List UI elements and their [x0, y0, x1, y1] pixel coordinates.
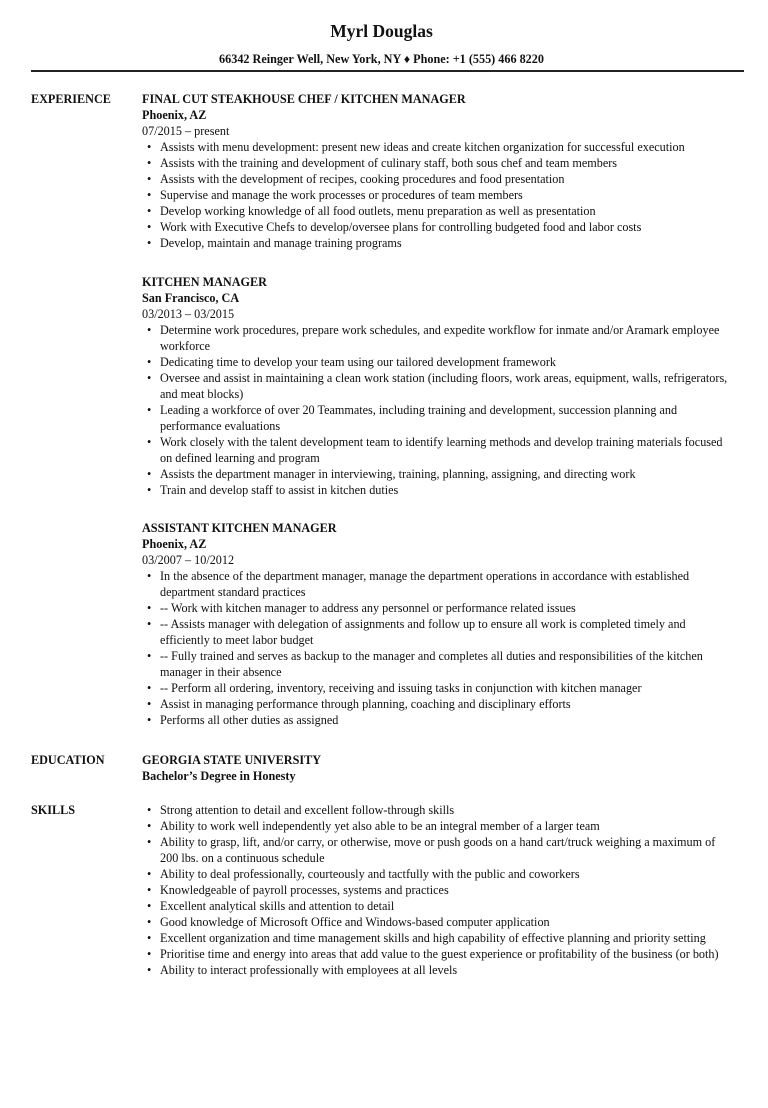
list-item: • -- Assists manager with delegation of assignments and follow up to ensure all work is completed timely and efficiently to meet labor budget	[142, 616, 732, 648]
list-item: • Knowledgeable of payroll processes, systems and practices	[142, 882, 732, 898]
list-item: • Assists with the development of recipes, cooking procedures and food presentation	[142, 171, 732, 187]
list-item: • Work closely with the talent development team to identify learning methods and develop training materials focused on defined learning and program	[142, 434, 732, 466]
section-label-education: EDUCATION	[31, 753, 105, 767]
list-item: • Ability to deal professionally, courteously and tactfully with the public and coworkers	[142, 866, 732, 882]
list-item: • Strong attention to detail and excellent follow-through skills	[142, 802, 732, 818]
job-entry	[142, 91, 732, 251]
job-entry	[142, 520, 732, 728]
job-location: San Francisco, CA	[142, 291, 240, 305]
job-duties-list	[142, 322, 732, 498]
list-item: • Excellent analytical skills and attention to detail	[142, 898, 732, 914]
list-item: • Determine work procedures, prepare work schedules, and expedite workflow for inmate and/or Aramark employee workforce	[142, 322, 732, 354]
candidate-name: Myrl Douglas	[330, 21, 433, 41]
list-item: • Supervise and manage the work processes or procedures of team members	[142, 187, 732, 203]
list-item: • -- Work with kitchen manager to address any personnel or performance related issues	[142, 600, 732, 616]
contact-line: 66342 Reinger Well, New York, NY ♦ Phone: +1 (555) 466 8220	[219, 52, 544, 66]
job-dates: 03/2007 – 10/2012	[142, 553, 235, 567]
list-item: • -- Fully trained and serves as backup to the manager and completes all duties and responsibilities of the kitchen manager in their absence	[142, 648, 732, 680]
job-duties-list	[142, 139, 732, 251]
list-item: • Assists the department manager in interviewing, training, planning, assigning, and directing work	[142, 466, 732, 482]
list-item: • Oversee and assist in maintaining a clean work station (including floors, work areas, equipment, walls, refrigerators, and meat blocks)	[142, 370, 732, 402]
education-section	[31, 752, 732, 784]
experience-section	[31, 91, 732, 728]
skills-section	[31, 802, 732, 978]
list-item: • Assists with the training and development of culinary staff, both sous chef and team members	[142, 155, 732, 171]
list-item: • Ability to work well independently yet also able to be an integral member of a larger team	[142, 818, 732, 834]
list-item: • Ability to grasp, lift, and/or carry, or otherwise, move or push goods on a hand cart/truck weighing a maximum of 200 lbs. on a continuous schedule	[142, 834, 732, 866]
list-item: • Dedicating time to develop your team using our tailored development framework	[142, 354, 732, 370]
section-label-experience: EXPERIENCE	[31, 92, 111, 106]
list-item: • Good knowledge of Microsoft Office and Windows-based computer application	[142, 914, 732, 930]
job-title: KITCHEN MANAGER	[142, 275, 267, 289]
school-name: GEORGIA STATE UNIVERSITY	[142, 753, 322, 767]
list-item: • Excellent organization and time management skills and high capability of effective planning and priority setting	[142, 930, 732, 946]
resume-header	[31, 20, 732, 67]
job-title: FINAL CUT STEAKHOUSE CHEF / KITCHEN MANAGER	[142, 92, 466, 106]
list-item: • Develop, maintain and manage training programs	[142, 235, 732, 251]
list-item: • Performs all other duties as assigned	[142, 712, 732, 728]
job-duties-list	[142, 568, 732, 728]
experience-body	[142, 91, 732, 728]
list-item: • Develop working knowledge of all food outlets, menu preparation as well as presentation	[142, 203, 732, 219]
degree: Bachelor’s Degree in Honesty	[142, 769, 296, 783]
list-item: • Train and develop staff to assist in kitchen duties	[142, 482, 732, 498]
skills-body	[142, 802, 732, 978]
section-label-skills: SKILLS	[31, 803, 76, 817]
job-dates: 07/2015 – present	[142, 124, 230, 138]
job-dates: 03/2013 – 03/2015	[142, 307, 235, 321]
list-item: • In the absence of the department manager, manage the department operations in accordance with established department standard practices	[142, 568, 732, 600]
list-item: • Ability to interact professionally with employees at all levels	[142, 962, 732, 978]
header-divider	[31, 70, 744, 72]
education-body	[142, 752, 732, 784]
list-item: • Leading a workforce of over 20 Teammates, including training and development, succession planning and performance evaluations	[142, 402, 732, 434]
list-item: • Assists with menu development: present new ideas and create kitchen organization for successful execution	[142, 139, 732, 155]
list-item: • -- Perform all ordering, inventory, receiving and issuing tasks in conjunction with kitchen manager	[142, 680, 732, 696]
list-item: • Prioritise time and energy into areas that add value to the guest experience or profitability of the business (or both)	[142, 946, 732, 962]
job-entry	[142, 274, 732, 498]
job-location: Phoenix, AZ	[142, 537, 207, 551]
list-item: • Work with Executive Chefs to develop/oversee plans for controlling budgeted food and labor costs	[142, 219, 732, 235]
job-location: Phoenix, AZ	[142, 108, 207, 122]
skills-list	[142, 802, 732, 978]
job-title: ASSISTANT KITCHEN MANAGER	[142, 521, 337, 535]
list-item: • Assist in managing performance through planning, coaching and disciplinary efforts	[142, 696, 732, 712]
